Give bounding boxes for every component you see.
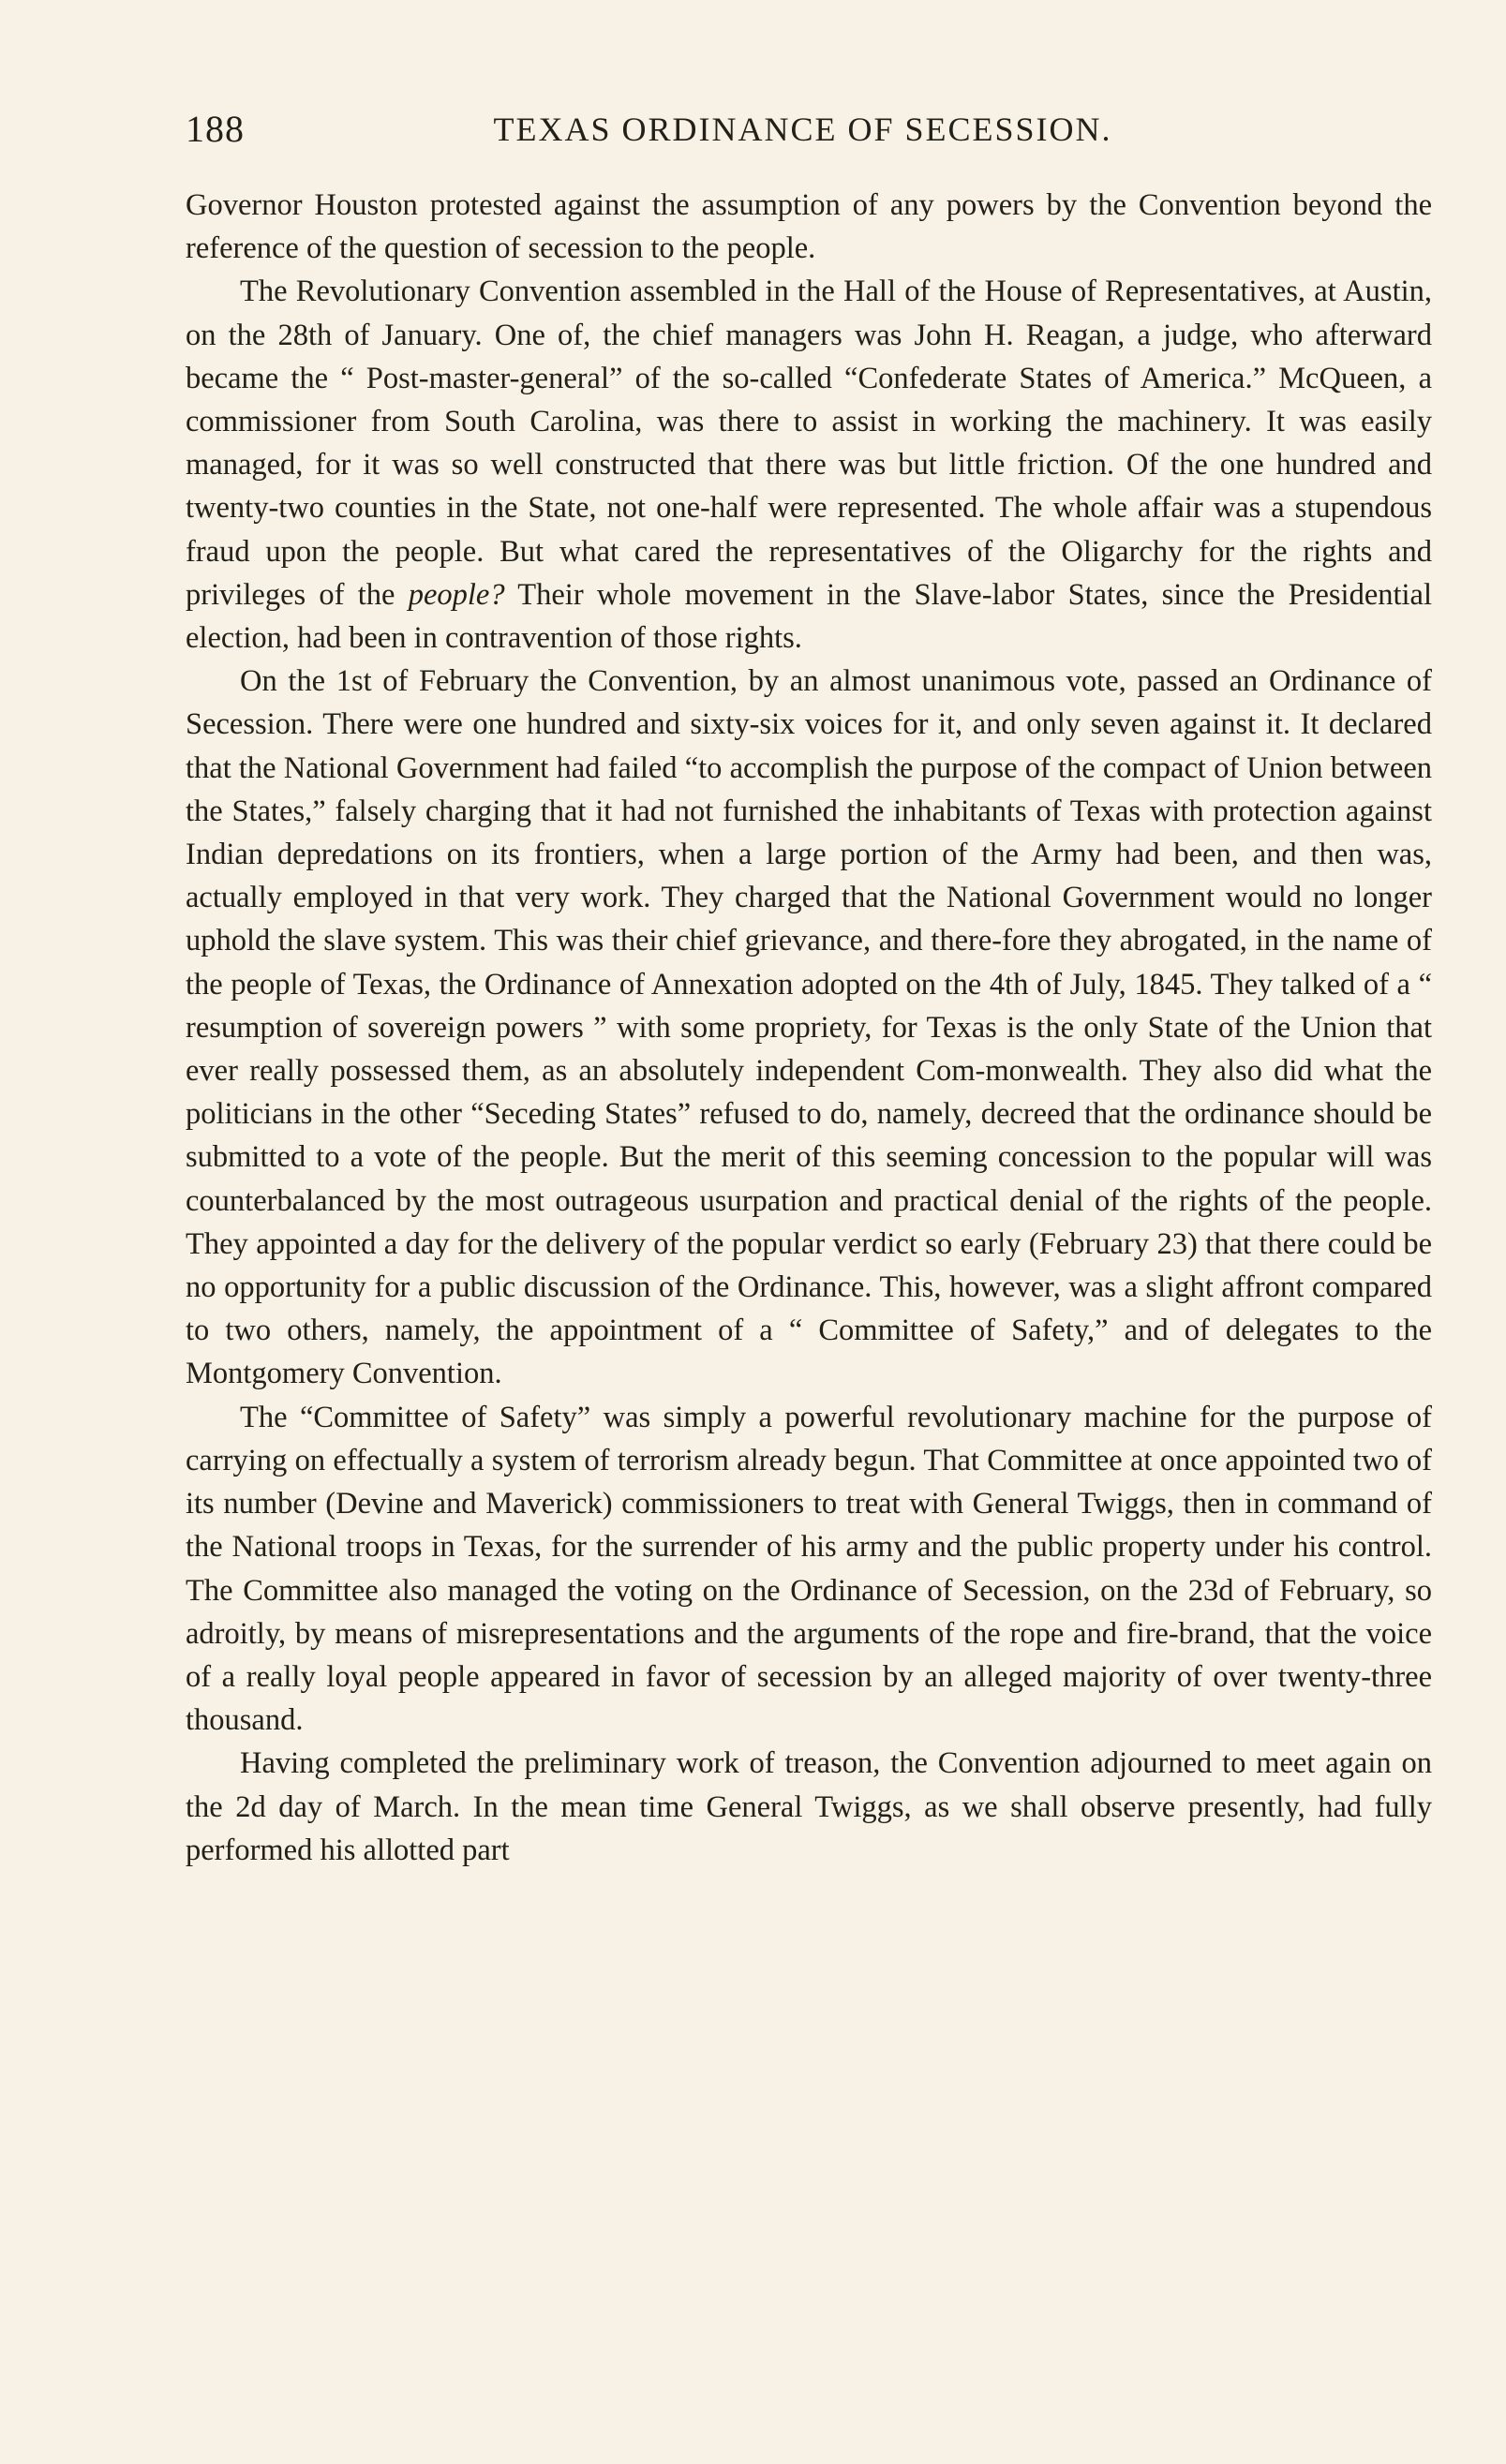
page-number: 188 — [186, 108, 245, 150]
paragraph-committee-of-safety: The “Committee of Safety” was simply a powerful revolutionary machine for the purpose of carrying on effectually a system of terrorism already begun. That Committee at once appointed two of its number (Devine and Maverick) commissioners to treat with General Twiggs, then in command of the National troops in Texas, for the surrender of his army and the public property under his control. The Committee also managed the voting on the Ordinance of Secession, on the 23d of February, so adroitly, by means of misrepresentations and the arguments of the rope and fire-brand, that the voice of a really loyal people appeared in favor of secession by an alleged majority of over twenty-three thousand. — [186, 1400, 1432, 1738]
paragraph-text: The Revolutionary Convention assembled in the Hall of the House of Representatives, at Austin, on the 28th of January. One of, the chief managers was John H. Reagan, a judge, who afterward became the “ Post-master-general” of the so-called “Confederate States of America.” McQueen, a commissioner from South Carolina, was there to assist in working the machinery. It was easily managed, for it was so well constructed that there was but little friction. Of the one hundred and twenty-two counties in the State, not one-half were represented. The whole affair was a stupendous fraud upon the people. But what cared the representatives of the Oligarchy for the rights and privileges of the — [186, 275, 1432, 612]
paragraph-revolutionary-convention — [186, 270, 1432, 660]
paragraph-text: Their whole movement in the Slave-labor States, since the Presidential election, had been in contravention of those rights. — [186, 577, 1433, 656]
paragraph-convention-adjourned: Having completed the preliminary work of treason, the Convention adjourned to meet again on the 2d day of March. In the mean time General Twiggs, as we shall observe presently, had fully performed his allotted part — [186, 1746, 1432, 1867]
paragraph-houston-protest: Governor Houston protested against the assumption of any powers by the Convention beyond the reference of the question of secession to the people. — [186, 188, 1432, 266]
paragraph-ordinance-of-secession: On the 1st of February the Convention, by an almost unanimous vote, passed an Ordinance of Secession. There were one hundred and sixty-six voices for it, and only seven against it. It declared that the National Government had failed “to accomplish the purpose of the compact of Union between the States,” falsely charging that it had not furnished the inhabitants of Texas with protection against Indian depredations on its frontiers, when a large portion of the Army had been, and then was, actually employed in that very work. They charged that the National Government would no longer uphold the slave system. This was their chief grievance, and there-fore they abrogated, in the name of the people of Texas, the Ordinance of Annexation adopted on the 4th of July, 1845. They talked of a “ resumption of sovereign powers ” with some propriety, for Texas is the only State of the Union that ever really possessed them, as an absolutely independent Com-monwealth. They also did what the politicians in the other “Seceding States” refused to do, namely, decreed that the ordinance should be submitted to a vote of the people. But the merit of this seeming concession to the popular will was counterbalanced by the most outrageous usurpation and practical denial of the rights of the people. They appointed a day for the delivery of the popular verdict so early (February 23) that there could be no opportunity for a public discussion of the Ordinance. This, however, was a slight affront compared to two others, namely, the appointment of a “ Committee of Safety,” and of delegates to the Montgomery Convention. — [186, 664, 1432, 1391]
running-head-title: TEXAS ORDINANCE OF SECESSION. — [493, 111, 1112, 148]
body-text — [186, 184, 1432, 1872]
emphasized-word: people? — [408, 577, 505, 612]
running-head — [186, 101, 1382, 157]
